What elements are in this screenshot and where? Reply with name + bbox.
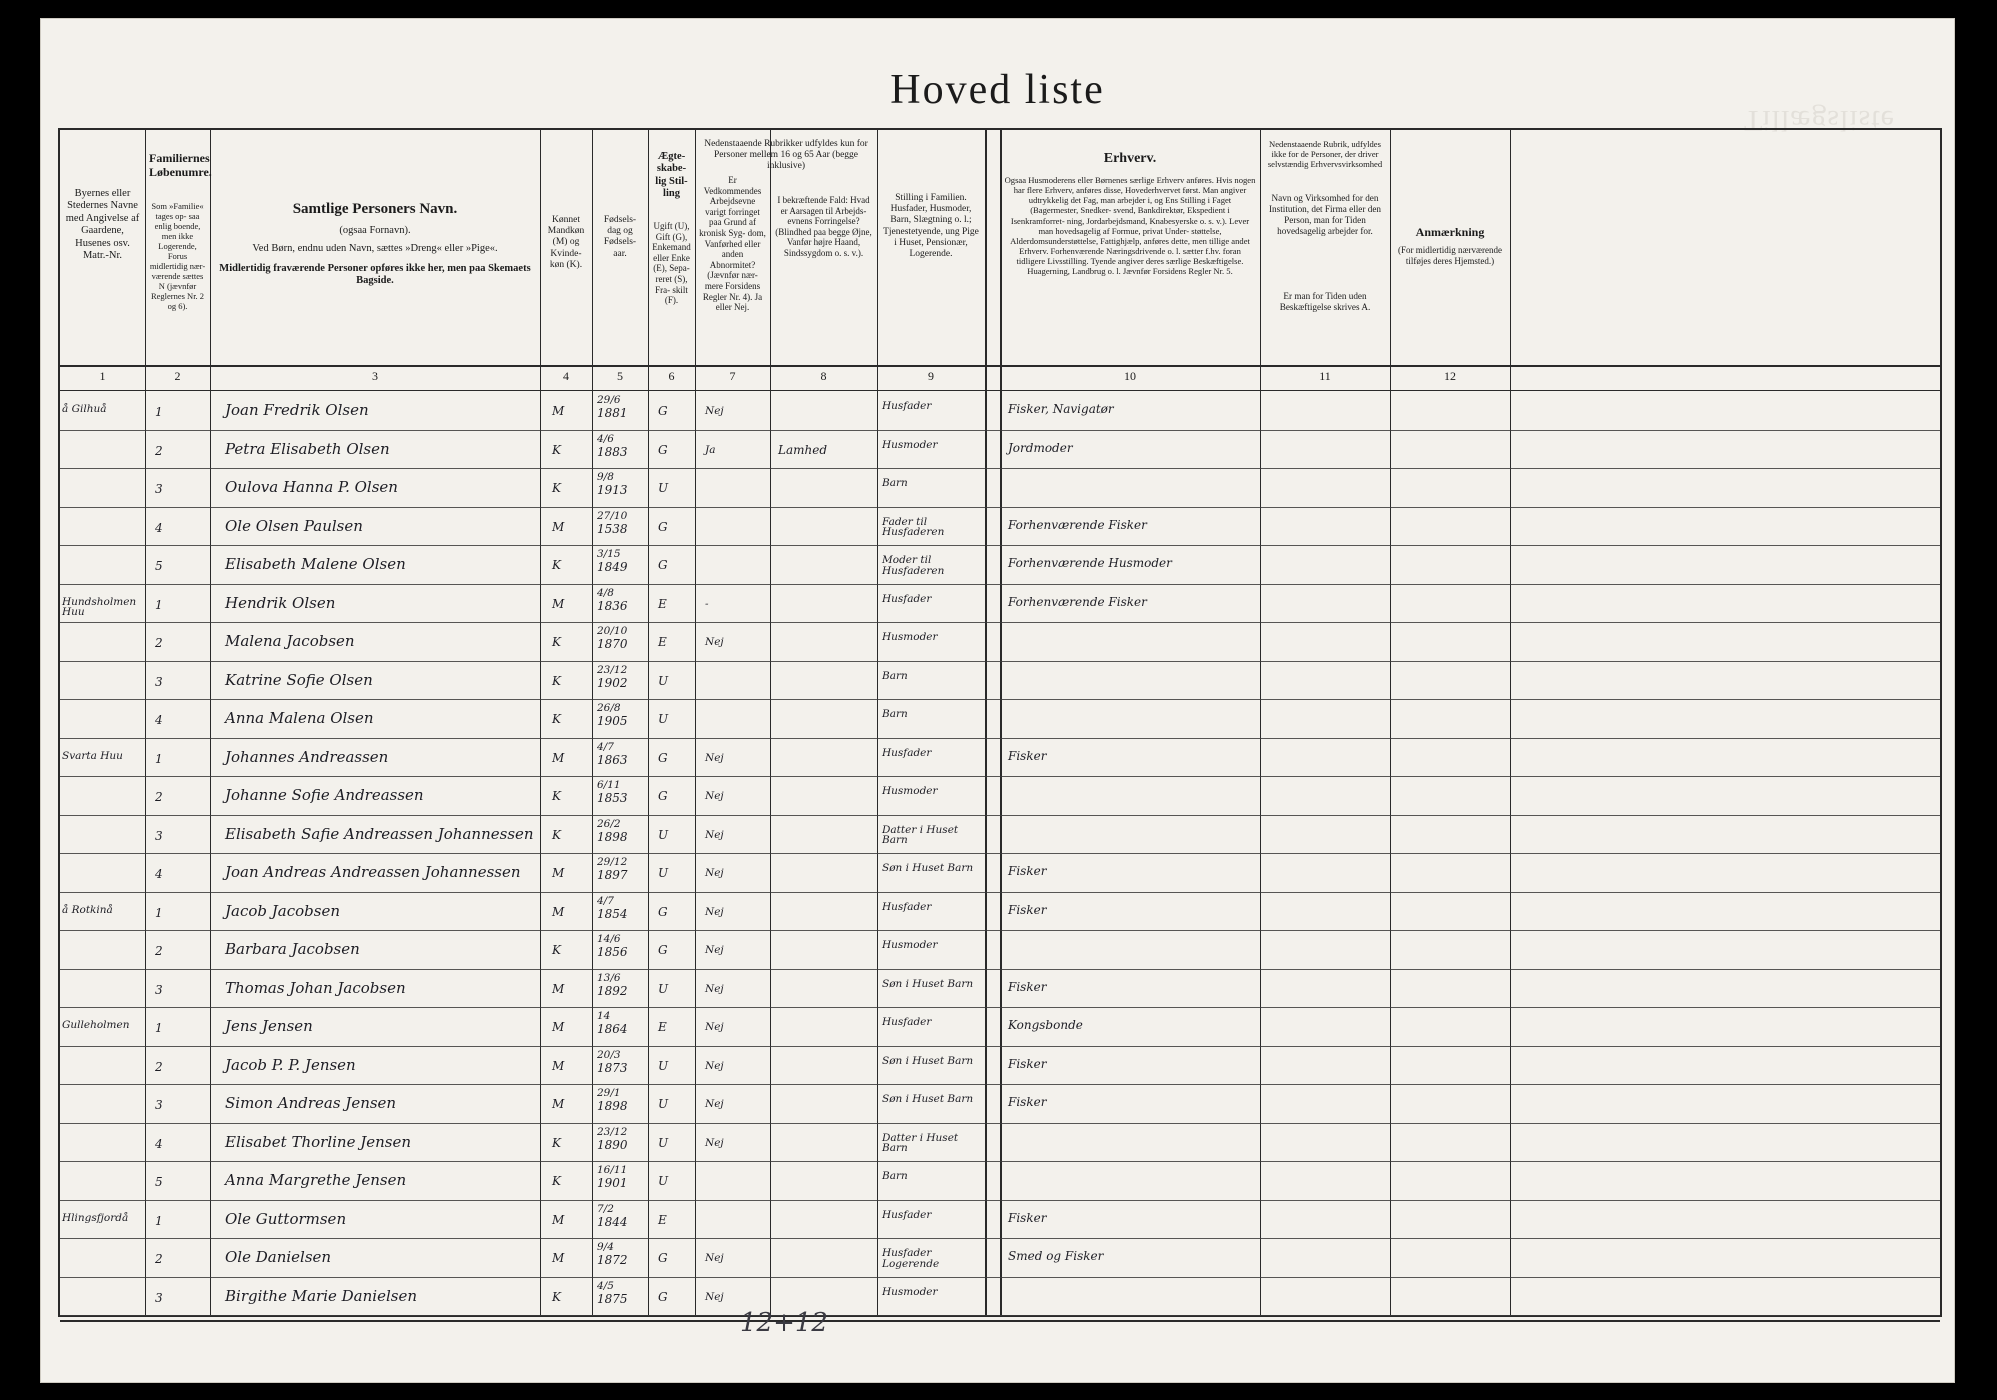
cell-birth-year: 1902 (597, 675, 628, 690)
cell-family-number: 2 (155, 1059, 163, 1074)
row-divider (60, 815, 1940, 816)
cell-birth-day: 26/2 (597, 817, 621, 830)
cell-sex: M (552, 750, 565, 765)
cell-family-position: Husfader Logerende (882, 1247, 940, 1270)
cell-sex: K (552, 558, 561, 572)
header-col-11-bottom: Er man for Tiden uden Beskæftigelse skrives A. (1279, 291, 1371, 312)
cell-family-number: 2 (155, 636, 163, 650)
cell-family-position: Barn (882, 477, 908, 489)
cell-sex: M (552, 866, 565, 880)
cell-birth-day: 6/11 (597, 779, 621, 791)
cell-civil-status: U (658, 712, 669, 726)
header-col-7-top: Nedenstaaende Rubrikker udfyldes kun for Personer mellem 16 og 65 Aar (begge inklusive) (704, 139, 868, 172)
cell-occupation: Fisker, Navigatør (1008, 402, 1114, 416)
cell-birth-year: 1898 (597, 829, 628, 844)
cell-birth-year: 1836 (597, 598, 628, 613)
cell-sex: M (552, 404, 565, 418)
cell-occupation: Fisker (1008, 748, 1047, 763)
cell-family-number: 3 (155, 482, 163, 496)
cell-sex: M (552, 1020, 565, 1034)
cell-person-name: Jacob P. P. Jensen (225, 1055, 356, 1074)
cell-family-number: 2 (155, 1252, 163, 1266)
cell-family-position: Barn (882, 708, 908, 720)
cell-birth-year: 1883 (597, 444, 628, 459)
cell-family-number: 4 (155, 867, 163, 881)
cell-birth-year: 1881 (597, 406, 628, 420)
colnum-2: 2 (174, 369, 181, 383)
cell-work-ability: Ja (705, 443, 716, 456)
cell-family-position: Barn (882, 1170, 908, 1182)
header-col-6-sub: Ugift (U), Gift (G), Enkemand eller Enke (E), Sepa- reret (S), Fra- skilt (F). (652, 221, 691, 306)
cell-birth-day: 4/8 (597, 586, 614, 599)
row-divider (60, 1315, 1940, 1316)
cell-family-number: 1 (155, 751, 163, 766)
cell-civil-status: E (658, 1212, 667, 1227)
row-divider (60, 1277, 1940, 1278)
cell-person-name: Elisabeth Malene Olsen (225, 555, 406, 573)
cell-person-name: Anna Margrethe Jensen (225, 1171, 407, 1189)
cell-family-position: Fader til Husfaderen (882, 515, 945, 538)
cell-occupation: Forhenværende Husmoder (1008, 556, 1172, 570)
row-divider (60, 892, 1940, 893)
cell-family-number: 5 (155, 559, 163, 573)
cell-family-number: 1 (155, 1213, 163, 1228)
row-divider (60, 1007, 1940, 1008)
cell-occupation: Forhenværende Fisker (1008, 594, 1147, 609)
cell-civil-status: U (658, 673, 669, 688)
cell-work-ability: - (705, 597, 709, 610)
cell-civil-status: G (658, 404, 668, 418)
cell-work-ability: Nej (705, 1098, 724, 1110)
cell-work-ability: Nej (705, 982, 724, 995)
cell-sex: M (552, 1251, 565, 1265)
cell-birth-year: 1863 (597, 752, 628, 767)
cell-sex: K (552, 1289, 561, 1304)
cell-birth-day: 13/6 (597, 971, 621, 984)
cell-sex: M (552, 981, 565, 996)
cell-person-name: Joan Fredrik Olsen (225, 401, 369, 419)
cell-sex: M (552, 1212, 565, 1227)
cell-place: å Rotkinå (62, 903, 113, 916)
row-divider (60, 622, 1940, 623)
row-divider (60, 584, 1940, 585)
cell-person-name: Barbara Jacobsen (225, 940, 360, 958)
row-divider (60, 1123, 1940, 1124)
cell-civil-status: G (658, 904, 668, 919)
header-col-3-sub3: Midlertidig fraværende Personer opføres ikke her, men paa Skemaets Bagside. (219, 263, 531, 287)
table-bottom-rule (60, 1320, 1940, 1322)
cell-civil-status: U (658, 866, 669, 880)
row-divider (60, 430, 1940, 431)
cell-family-position: Husfader (882, 592, 932, 605)
cell-work-ability: Nej (705, 1290, 724, 1303)
cell-cause: Lamhed (778, 442, 828, 457)
cell-birth-day: 26/8 (597, 702, 621, 714)
cell-work-ability: Nej (705, 405, 724, 417)
cell-birth-day: 14/6 (597, 933, 621, 945)
table-header (60, 130, 1940, 365)
cell-person-name: Johannes Andreassen (225, 747, 389, 766)
cell-work-ability: Nej (705, 944, 724, 956)
header-col-11-title: Navn og Virksomhed for den Institution, det Firma eller den Person, man for Tiden hovedsagelig arbejder for. (1268, 193, 1381, 236)
cell-person-name: Oulova Hanna P. Olsen (225, 478, 398, 496)
cell-birth-year: 1875 (597, 1291, 628, 1306)
cell-birth-year: 1873 (597, 1060, 628, 1075)
cell-place: å Gilhuå (62, 403, 107, 415)
cell-family-number: 1 (155, 1021, 163, 1035)
cell-family-position: Husmoder (882, 785, 938, 797)
cell-birth-year: 1898 (597, 1099, 628, 1113)
cell-birth-day: 20/3 (597, 1048, 621, 1061)
cell-family-position: Datter i Huset Barn (882, 1131, 959, 1154)
cell-birth-day: 27/10 (597, 509, 628, 522)
header-col-8: I bekræftende Fald: Hvad er Aarsagen til Arbejds- evnens Forringelse? (Blindhed paa begge Øjne, Vanfør højre Haand, Sindssygdom o. s. v.). (775, 195, 872, 259)
cell-birth-year: 1905 (597, 714, 628, 728)
cell-occupation: Fisker (1008, 902, 1047, 917)
header-col-3-sub2: Ved Børn, endnu uden Navn, sættes »Dreng« eller »Pige«. (252, 243, 498, 254)
cell-birth-day: 4/7 (597, 740, 614, 753)
cell-sex: K (552, 635, 561, 649)
cell-family-position: Husfader (882, 900, 932, 913)
cell-work-ability: Nej (705, 867, 724, 879)
cell-birth-day: 29/12 (597, 856, 628, 868)
cell-person-name: Katrine Sofie Olsen (225, 670, 373, 689)
cell-family-number: 3 (155, 828, 163, 843)
cell-work-ability: Nej (705, 636, 724, 648)
header-col-4: Kønnet Mandkøn (M) og Kvinde- køn (K). (547, 215, 585, 270)
cell-family-position: Husfader (882, 746, 932, 759)
cell-family-number: 3 (155, 982, 163, 997)
cell-family-position: Husfader (882, 1208, 932, 1221)
row-divider (60, 1161, 1940, 1162)
cell-family-number: 5 (155, 1175, 163, 1189)
cell-birth-day: 9/4 (597, 1241, 614, 1253)
header-col-12-title: Anmærkning (1415, 225, 1485, 239)
cell-person-name: Elisabeth Safie Andreassen Johannessen (225, 824, 534, 843)
cell-civil-status: U (658, 481, 669, 495)
cell-person-name: Hendrik Olsen (225, 593, 336, 612)
cell-civil-status: U (658, 1174, 669, 1188)
cell-family-position: Datter i Huset Barn (882, 823, 959, 846)
colnum-11: 11 (1319, 369, 1331, 383)
cell-person-name: Ole Guttormsen (225, 1209, 347, 1228)
header-col-10-title: Erhverv. (1103, 151, 1157, 166)
page-title: Hoved liste (890, 67, 1105, 113)
colnum-3: 3 (372, 369, 378, 383)
cell-occupation: Fisker (1008, 1095, 1047, 1109)
cell-occupation: Jordmoder (1008, 440, 1073, 455)
cell-sex: M (552, 596, 565, 611)
cell-family-position: Husmoder (882, 438, 938, 451)
cell-occupation: Kongsbonde (1008, 1018, 1083, 1032)
cell-civil-status: G (658, 442, 668, 457)
cell-birth-year: 1864 (597, 1022, 628, 1036)
cell-civil-status: G (658, 750, 668, 765)
cell-birth-day: 23/12 (597, 1125, 628, 1138)
colnum-10: 10 (1124, 369, 1136, 383)
cell-birth-year: 1897 (597, 868, 628, 882)
cell-birth-day: 29/1 (597, 1087, 621, 1099)
cell-person-name: Petra Elisabeth Olsen (225, 439, 390, 458)
row-divider (60, 507, 1940, 508)
cell-birth-day: 3/15 (597, 548, 621, 560)
cell-family-number: 1 (155, 905, 163, 920)
cell-sex: M (552, 904, 565, 919)
cell-place: Gulleholmen (62, 1019, 130, 1031)
cell-birth-year: 1890 (597, 1137, 628, 1152)
cell-sex: M (552, 1058, 565, 1073)
header-col-7: Er Vedkommendes Arbejdsevne varigt forringet paa Grund af kronisk Syg- dom, Vanførhed eller anden Abnormitet? (Jævnfør nær- mere Forsidens Regler Nr. 4). Ja eller Nej. (699, 175, 766, 313)
cell-family-position: Husfader (882, 1016, 932, 1028)
cell-occupation: Fisker (1008, 1210, 1047, 1225)
ghost-title: Tillægsliste (1744, 104, 1895, 137)
pencil-note: 12+12 (740, 1308, 828, 1338)
colnum-1: 1 (99, 369, 106, 383)
colnum-9: 9 (928, 369, 934, 383)
row-divider (60, 661, 1940, 662)
cell-occupation: Fisker (1008, 864, 1047, 878)
cell-person-name: Ole Danielsen (225, 1248, 332, 1266)
cell-sex: K (552, 673, 561, 688)
cell-birth-year: 1538 (597, 521, 628, 536)
colnum-12: 12 (1444, 369, 1456, 383)
header-col-6-title: Ægte- skabe- lig Stil- ling (655, 151, 688, 200)
cell-person-name: Simon Andreas Jensen (225, 1094, 397, 1112)
cell-person-name: Birgithe Marie Danielsen (225, 1286, 417, 1305)
row-divider (60, 1200, 1940, 1201)
cell-family-number: 1 (155, 405, 163, 419)
cell-civil-status: G (658, 1289, 668, 1304)
header-col-2-sub: Som »Familie« tages op- saa enlig boende, men ikke Logerende, Forus midlertidig nær- værende sættes N (jævnfør Reglernes Nr. 2 og 6). (149, 201, 206, 312)
header-col-12-sub: (For midlertidig nærværende tilføjes deres Hjemsted.) (1398, 245, 1502, 266)
cell-family-position: Søn i Huset Barn (882, 862, 974, 874)
census-page (40, 18, 1955, 1383)
header-col-11-top: Nedenstaaende Rubrik, udfyldes ikke for de Personer, der driver selvstændig Erhvervsvirksomhed (1267, 139, 1383, 170)
cell-work-ability: Nej (705, 790, 724, 802)
colnum-4: 4 (563, 369, 569, 383)
header-col-1: Byernes eller Stedernes Navne med Angivelse af Gaardene, Husenes osv. Matr.-Nr. (65, 188, 140, 261)
cell-birth-day: 7/2 (597, 1202, 614, 1215)
cell-work-ability: Nej (705, 1021, 724, 1033)
cell-sex: K (552, 712, 561, 726)
colnum-7: 7 (729, 369, 736, 383)
cell-family-position: Barn (882, 669, 908, 682)
cell-civil-status: U (658, 1097, 669, 1111)
cell-occupation: Forhenværende Fisker (1008, 517, 1147, 532)
census-table (58, 128, 1942, 1317)
cell-civil-status: G (658, 943, 668, 957)
cell-family-position: Søn i Huset Barn (882, 1054, 974, 1067)
cell-birth-year: 1913 (597, 483, 628, 497)
cell-person-name: Malena Jacobsen (225, 632, 355, 650)
cell-sex: K (552, 827, 561, 842)
cell-civil-status: G (658, 558, 668, 572)
cell-family-position: Moder til Husfaderen (882, 554, 945, 577)
cell-civil-status: G (658, 789, 668, 803)
cell-family-position: Husmoder (882, 1285, 938, 1298)
cell-birth-day: 16/11 (597, 1164, 628, 1176)
row-divider (60, 699, 1940, 700)
row-divider (60, 1238, 1940, 1239)
cell-civil-status: G (658, 1251, 668, 1265)
row-divider (60, 545, 1940, 546)
cell-person-name: Thomas Johan Jacobsen (225, 978, 406, 997)
cell-person-name: Elisabet Thorline Jensen (225, 1132, 412, 1151)
cell-sex: K (552, 789, 561, 803)
cell-person-name: Ole Olsen Paulsen (225, 516, 363, 535)
cell-birth-day: 4/5 (597, 1279, 614, 1292)
header-col-9: Stilling i Familien. Husfader, Husmoder, Barn, Slægtning o. l.; Tjenestetyende, ung Pige i Huset, Pensionær, Logerende. (883, 193, 979, 260)
cell-work-ability: Nej (705, 751, 724, 764)
cell-place: Svarta Huu (62, 749, 123, 762)
cell-birth-day: 14 (597, 1010, 611, 1022)
cell-place: Hundsholmen Huu (62, 595, 137, 618)
header-col-2-title: Familiernes Løbenumre. (149, 151, 212, 180)
census-sheet (40, 18, 1955, 1383)
row-divider (60, 776, 1940, 777)
cell-sex: K (552, 1174, 561, 1188)
cell-work-ability: Nej (705, 828, 724, 841)
cell-civil-status: E (658, 1020, 667, 1034)
cell-civil-status: E (658, 635, 667, 649)
cell-person-name: Johanne Sofie Andreassen (225, 786, 424, 804)
cell-family-position: Husfader (882, 400, 932, 412)
cell-occupation: Fisker (1008, 979, 1047, 994)
cell-birth-year: 1849 (597, 560, 628, 574)
cell-family-position: Husmoder (882, 631, 938, 643)
header-col-3-sub1: (ogsaa Fornavn). (339, 225, 411, 236)
cell-sex: K (552, 1135, 561, 1150)
cell-sex: K (552, 481, 561, 495)
cell-family-number: 3 (155, 674, 163, 689)
cell-family-number: 4 (155, 713, 163, 727)
cell-family-position: Husmoder (882, 939, 938, 951)
cell-family-number: 4 (155, 520, 163, 535)
cell-civil-status: U (658, 1058, 669, 1073)
colnum-6: 6 (668, 369, 675, 383)
cell-occupation: Fisker (1008, 1056, 1047, 1071)
cell-civil-status: U (658, 1135, 669, 1150)
header-col-3-title: Samtlige Personers Navn. (292, 201, 458, 217)
cell-work-ability: Nej (705, 905, 724, 918)
column-number-row (60, 367, 1940, 389)
cell-birth-year: 1872 (597, 1253, 628, 1267)
row-divider (60, 853, 1940, 854)
cell-occupation: Smed og Fisker (1008, 1249, 1104, 1263)
cell-birth-year: 1892 (597, 983, 628, 998)
cell-birth-year: 1844 (597, 1214, 628, 1229)
cell-family-number: 3 (155, 1290, 163, 1305)
cell-sex: M (552, 519, 565, 534)
cell-person-name: Anna Malena Olsen (225, 709, 374, 727)
colnum-5: 5 (617, 369, 623, 383)
cell-family-number: 3 (155, 1098, 163, 1112)
cell-person-name: Jens Jensen (225, 1017, 313, 1035)
colnum-8: 8 (820, 369, 827, 383)
cell-person-name: Jacob Jacobsen (225, 901, 340, 920)
cell-sex: M (552, 1097, 565, 1111)
cell-birth-year: 1854 (597, 906, 628, 921)
cell-work-ability: Nej (705, 1136, 724, 1149)
row-divider (60, 738, 1940, 739)
cell-birth-day: 4/6 (597, 432, 614, 445)
cell-family-position: Søn i Huset Barn (882, 977, 974, 990)
header-col-5: Fødsels- dag og Fødsels- aar. (603, 215, 637, 259)
cell-birth-year: 1856 (597, 945, 628, 959)
cell-sex: K (552, 442, 561, 457)
cell-civil-status: U (658, 827, 669, 842)
header-col-10-sub: Ogsaa Husmoderens eller Børnenes særlige Erhverv anføres. Hvis nogen har flere Erhverv, anføres disse, Hovederhvervet først. Man angiver udtrykkelig det Fag, man arbejder i, og Ens Stilling i Faget (Bagermester, Snedker- svend, Bankdirektør, Ekspedient i Isenkramforret- ning, Jordarbejdsmand, Knabesyerske o. s. v.). Lever man hovedsagelig af Formue, privat Under- støttelse, Alderdomsunderstøttelse, Fattighjælp, anføres dette, men tillige andet Erhverv. Forhenværende Næringsdrivende o. l. sætter f.hv. foran tidligere Livsstilling. Tyende angiver deres særlige Beskæftigelse. Huagerning, Landbrug o. l. Jævnfør Forsidens Regler Nr. 5. (1004, 175, 1256, 277)
row-divider (60, 1046, 1940, 1047)
row-divider (60, 468, 1940, 469)
cell-work-ability: Nej (705, 1252, 724, 1264)
row-divider (60, 930, 1940, 931)
cell-place: Hlingsfjordå (62, 1211, 129, 1224)
row-divider (60, 969, 1940, 970)
cell-birth-year: 1853 (597, 791, 628, 805)
cell-family-number: 2 (155, 790, 163, 804)
cell-sex: K (552, 943, 561, 957)
cell-family-number: 4 (155, 1136, 163, 1151)
cell-birth-day: 23/12 (597, 663, 628, 676)
cell-civil-status: G (658, 519, 668, 534)
cell-birth-day: 9/8 (597, 471, 614, 483)
cell-work-ability: Nej (705, 1059, 724, 1072)
cell-family-number: 1 (155, 597, 163, 612)
cell-birth-year: 1901 (597, 1176, 628, 1190)
cell-birth-year: 1870 (597, 637, 628, 651)
cell-family-position: Søn i Huset Barn (882, 1093, 974, 1105)
cell-birth-day: 4/7 (597, 894, 614, 907)
cell-birth-day: 29/6 (597, 394, 621, 406)
cell-person-name: Joan Andreas Andreassen Johannessen (225, 863, 521, 881)
row-divider (60, 1084, 1940, 1085)
cell-family-number: 2 (155, 443, 163, 458)
cell-birth-day: 20/10 (597, 625, 628, 637)
cell-family-number: 2 (155, 944, 163, 958)
cell-civil-status: U (658, 981, 669, 996)
cell-civil-status: E (658, 596, 667, 611)
